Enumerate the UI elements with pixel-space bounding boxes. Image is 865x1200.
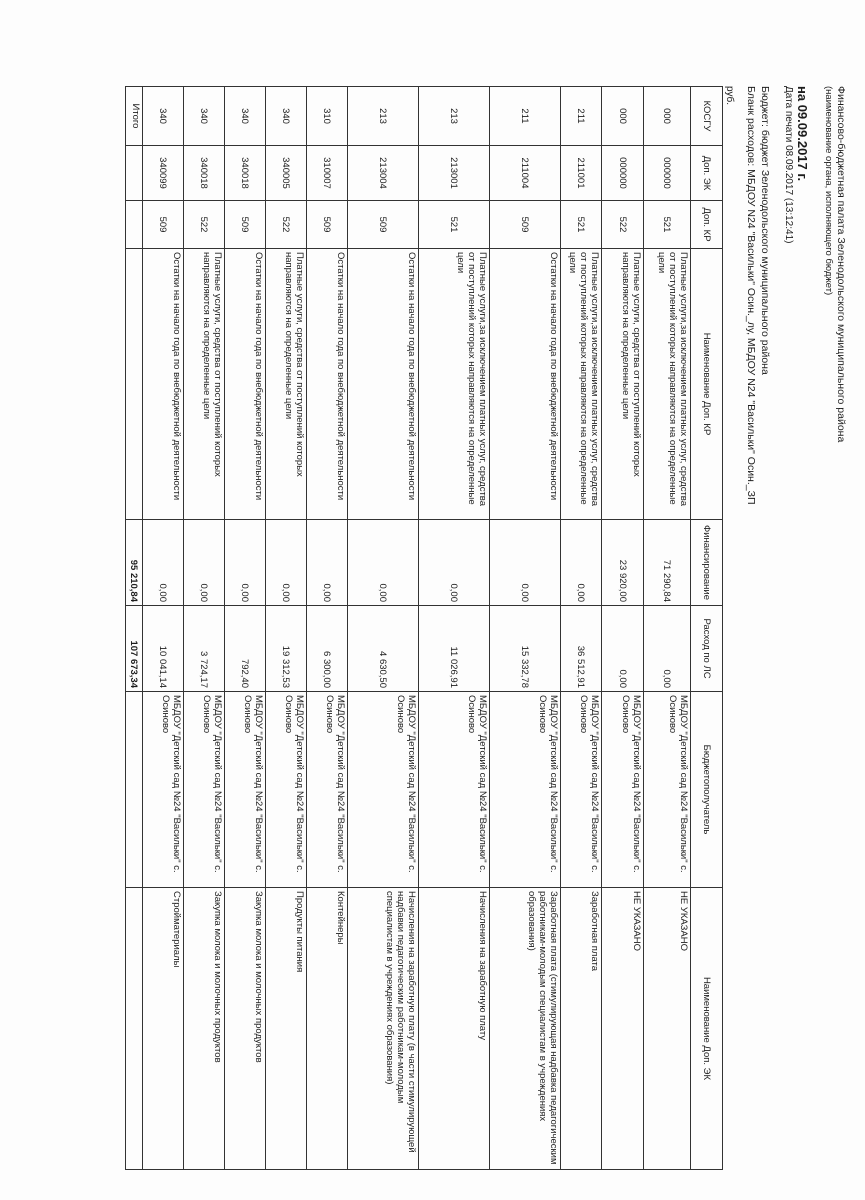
cell-expense: 0,00 bbox=[602, 606, 644, 692]
table-row bbox=[307, 87, 348, 1170]
cell-expense: 792,40 bbox=[225, 606, 266, 692]
cell-name-ek: Начисления на заработную плату (в части стимулирующей надбавки педагогическим работникам-молодым специалистам в учреждениях образования) bbox=[348, 888, 419, 1170]
table-row bbox=[184, 87, 225, 1170]
currency-unit: руб. bbox=[724, 86, 735, 106]
cell-dop-kr: 509 bbox=[307, 201, 348, 249]
cell-dop-ek: 213001 bbox=[419, 146, 490, 201]
cell-kosgu: 211 bbox=[490, 87, 561, 146]
table-body bbox=[143, 87, 691, 1170]
cell-dop-ek: 340018 bbox=[225, 146, 266, 201]
cell-dop-ek: 340099 bbox=[143, 146, 184, 201]
report-date: на 09.09.2017 г. bbox=[795, 86, 810, 182]
cell-kosgu: 211 bbox=[561, 87, 602, 146]
cell-expense: 10 041,14 bbox=[143, 606, 184, 692]
cell-recipient: МБДОУ "Детский сад №24 "Васильки" с. Осиново bbox=[561, 692, 602, 888]
cell-name-kr: Остатки на начало года по внебюджетной деятельности bbox=[225, 249, 266, 520]
cell-kosgu: 213 bbox=[348, 87, 419, 146]
cell-expense: 4 630,50 bbox=[348, 606, 419, 692]
total-empty-cell bbox=[126, 146, 143, 201]
cell-recipient: МБДОУ "Детский сад №24 "Васильки" с. Осиново bbox=[143, 692, 184, 888]
cell-name-ek: Заработная плата (стимулирующая надбавка педагогическим работникам-молодым специалистам в учреждениях образования) bbox=[490, 888, 561, 1170]
table-row bbox=[490, 87, 561, 1170]
cell-dop-kr: 521 bbox=[419, 201, 490, 249]
cell-name-kr: Остатки на начало года по внебюджетной деятельности bbox=[307, 249, 348, 520]
cell-dop-kr: 509 bbox=[143, 201, 184, 249]
cell-financing: 0,00 bbox=[419, 520, 490, 606]
cell-recipient: МБДОУ "Детский сад №24 "Васильки" с. Осиново bbox=[266, 692, 307, 888]
cell-dop-ek: 310007 bbox=[307, 146, 348, 201]
col-header-financing: Финансирование bbox=[691, 520, 723, 606]
org-name: Финансово-бюджетная палата Зеленодольского муниципального района bbox=[835, 86, 847, 443]
cell-expense: 36 512,91 bbox=[561, 606, 602, 692]
cell-financing: 0,00 bbox=[561, 520, 602, 606]
cell-name-kr: Остатки на начало года по внебюджетной деятельности bbox=[490, 249, 561, 520]
table-row bbox=[644, 87, 691, 1170]
cell-recipient: МБДОУ "Детский сад №24 "Васильки" с. Осиново bbox=[419, 692, 490, 888]
cell-dop-ek: 340005 bbox=[266, 146, 307, 201]
cell-dop-kr: 522 bbox=[602, 201, 644, 249]
cell-dop-ek: 211004 bbox=[490, 146, 561, 201]
total-empty-cell bbox=[126, 888, 143, 1170]
cell-expense: 0,00 bbox=[644, 606, 691, 692]
col-header-recipient: Бюджетополучатель bbox=[691, 692, 723, 888]
col-header-dop-kr: Доп. КР bbox=[691, 201, 723, 249]
cell-name-ek: Заработная плата bbox=[561, 888, 602, 1170]
cell-financing: 23 920,00 bbox=[602, 520, 644, 606]
table-row bbox=[143, 87, 184, 1170]
table-row bbox=[419, 87, 490, 1170]
print-date: Дата печати 08.09.2017 (13:12:41) bbox=[783, 86, 794, 244]
cell-dop-ek: 000000 bbox=[602, 146, 644, 201]
total-expense: 107 673,34 bbox=[126, 606, 143, 692]
table-row bbox=[266, 87, 307, 1170]
expense-table bbox=[125, 86, 723, 1170]
cell-recipient: МБДОУ "Детский сад №24 "Васильки" с. Осиново bbox=[225, 692, 266, 888]
cell-dop-kr: 509 bbox=[490, 201, 561, 249]
total-label: Итого bbox=[126, 87, 143, 146]
cell-financing: 0,00 bbox=[143, 520, 184, 606]
cell-dop-ek: 213004 bbox=[348, 146, 419, 201]
total-financing: 95 210,84 bbox=[126, 520, 143, 606]
table-row bbox=[561, 87, 602, 1170]
cell-recipient: МБДОУ "Детский сад №24 "Васильки" с. Осиново bbox=[602, 692, 644, 888]
col-header-name-kr: Наименование Доп. КР bbox=[691, 249, 723, 520]
total-empty-cell bbox=[126, 692, 143, 888]
cell-recipient: МБДОУ "Детский сад №24 "Васильки" с. Осиново bbox=[348, 692, 419, 888]
cell-kosgu: 000 bbox=[602, 87, 644, 146]
cell-recipient: МБДОУ "Детский сад №24 "Васильки" с. Осиново bbox=[644, 692, 691, 888]
cell-financing: 0,00 bbox=[490, 520, 561, 606]
cell-name-kr: Платные услуги, средства от поступлений которых направляются на определенные цели bbox=[184, 249, 225, 520]
cell-financing: 0,00 bbox=[348, 520, 419, 606]
cell-kosgu: 000 bbox=[644, 87, 691, 146]
cell-kosgu: 340 bbox=[266, 87, 307, 146]
cell-dop-kr: 522 bbox=[266, 201, 307, 249]
cell-expense: 15 332,78 bbox=[490, 606, 561, 692]
cell-financing: 0,00 bbox=[184, 520, 225, 606]
cell-dop-ek: 340018 bbox=[184, 146, 225, 201]
table-header-row bbox=[691, 87, 723, 1170]
budget-line: Бюджет: бюджет Зеленодольского муниципального района bbox=[759, 86, 771, 375]
cell-dop-kr: 509 bbox=[225, 201, 266, 249]
cell-dop-kr: 521 bbox=[644, 201, 691, 249]
total-empty-cell bbox=[126, 201, 143, 249]
col-header-name-ek: Наименование Доп. ЭК bbox=[691, 888, 723, 1170]
cell-dop-kr: 521 bbox=[561, 201, 602, 249]
cell-dop-ek: 000000 bbox=[644, 146, 691, 201]
cell-expense: 3 724,17 bbox=[184, 606, 225, 692]
cell-name-ek: Закупка молока и молочных продуктов bbox=[184, 888, 225, 1170]
cell-name-kr: Платные услуги,за исключением платных услуг, средства от поступлений которых направляются на определенные цели bbox=[561, 249, 602, 520]
table-row bbox=[348, 87, 419, 1170]
table-row bbox=[225, 87, 266, 1170]
cell-kosgu: 340 bbox=[184, 87, 225, 146]
cell-name-ek: Закупка молока и молочных продуктов bbox=[225, 888, 266, 1170]
form-line: Бланк расходов: МБДОУ N24 "Васильки" Осин._лу, МБДОУ N24 "Васильки" Осин._ЗП bbox=[745, 86, 757, 505]
cell-kosgu: 213 bbox=[419, 87, 490, 146]
cell-name-kr: Платные услуги, средства от поступлений которых направляются на определенные цели bbox=[266, 249, 307, 520]
cell-name-kr: Остатки на начало года по внебюджетной деятельности bbox=[348, 249, 419, 520]
cell-name-kr: Остатки на начало года по внебюджетной деятельности bbox=[143, 249, 184, 520]
cell-expense: 19 312,53 bbox=[266, 606, 307, 692]
col-header-expense: Расход по ЛС bbox=[691, 606, 723, 692]
org-note: (наименование органа, исполняющего бюджет) bbox=[823, 86, 834, 296]
table-row bbox=[602, 87, 644, 1170]
total-row bbox=[126, 87, 143, 1170]
cell-name-ek: Продукты питания bbox=[266, 888, 307, 1170]
col-header-kosgu: КОСГУ bbox=[691, 87, 723, 146]
cell-kosgu: 340 bbox=[143, 87, 184, 146]
cell-dop-kr: 522 bbox=[184, 201, 225, 249]
cell-financing: 0,00 bbox=[266, 520, 307, 606]
cell-dop-ek: 211001 bbox=[561, 146, 602, 201]
cell-expense: 6 300,00 bbox=[307, 606, 348, 692]
cell-recipient: МБДОУ "Детский сад №24 "Васильки" с. Осиново bbox=[307, 692, 348, 888]
cell-name-ek: НЕ УКАЗАНО bbox=[644, 888, 691, 1170]
cell-name-kr: Платные услуги,за исключением платных услуг, средства от поступлений которых направляются на определенные цели bbox=[419, 249, 490, 520]
cell-name-kr: Платные услуги,за исключением платных услуг, средства от поступлений которых направляются на определенные цели bbox=[644, 249, 691, 520]
cell-kosgu: 340 bbox=[225, 87, 266, 146]
cell-kosgu: 310 bbox=[307, 87, 348, 146]
cell-recipient: МБДОУ "Детский сад №24 "Васильки" с. Осиново bbox=[490, 692, 561, 888]
total-empty-cell bbox=[126, 249, 143, 520]
cell-name-kr: Платные услуги, средства от поступлений которых направляются на определенные цели bbox=[602, 249, 644, 520]
cell-financing: 0,00 bbox=[307, 520, 348, 606]
cell-dop-kr: 509 bbox=[348, 201, 419, 249]
cell-recipient: МБДОУ "Детский сад №24 "Васильки" с. Осиново bbox=[184, 692, 225, 888]
cell-name-ek: Начисления на заработную плату bbox=[419, 888, 490, 1170]
cell-financing: 0,00 bbox=[225, 520, 266, 606]
cell-expense: 11 026,91 bbox=[419, 606, 490, 692]
cell-name-ek: Стройматериалы bbox=[143, 888, 184, 1170]
cell-name-ek: НЕ УКАЗАНО bbox=[602, 888, 644, 1170]
col-header-dop-ek: Доп. ЭК bbox=[691, 146, 723, 201]
cell-name-ek: Контейнеры bbox=[307, 888, 348, 1170]
cell-financing: 71 290,84 bbox=[644, 520, 691, 606]
